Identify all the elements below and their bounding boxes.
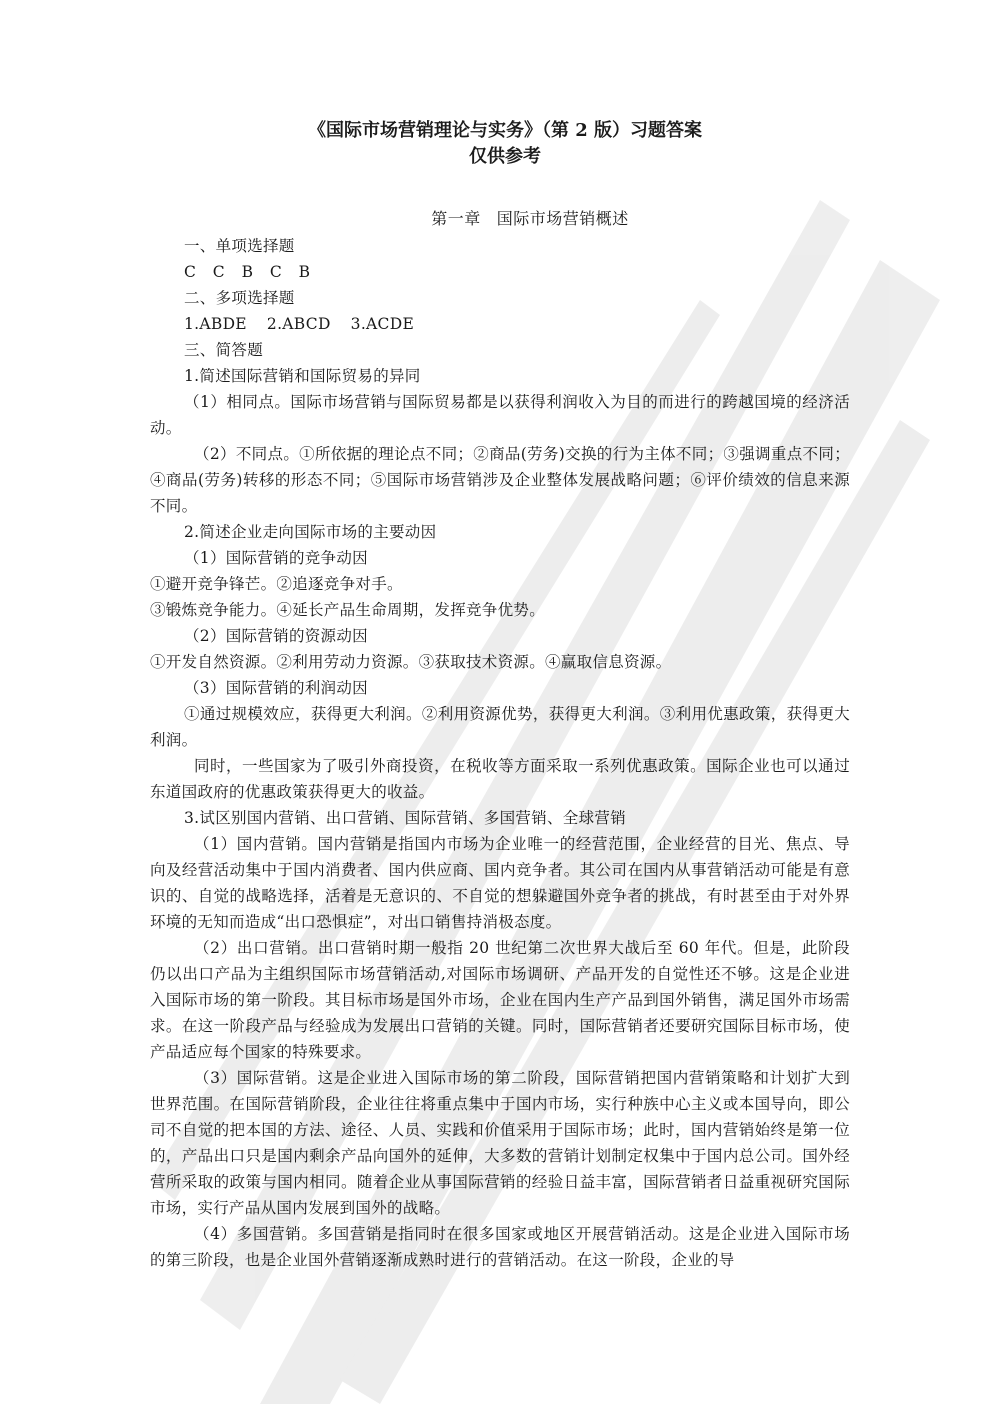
chapter-heading <box>210 206 850 229</box>
q2-paragraph: 同时，一些国家为了吸引外商投资，在税收等方面采取一系列优惠政策。国际企业也可以通过东道国政府的优惠政策获得更大的收益。 <box>150 757 850 801</box>
q3-paragraph: （1）国内营销。国内营销是指国内市场为企业唯一的经营范围，企业经营的目光、焦点、导向及经营活动集中于国内消费者、国内供应商、国内竞争者。其公司在国内从事营销活动可能是有意识的、自觉的战略选择，活着是无意识的、不自觉的想躲避国外竞争者的挑战，有时甚至由于对外界环境的无知而造成“出口恐惧症”，对出口销售持消极态度。 <box>150 835 850 931</box>
chapter-name: 国际市场营销概述 <box>496 209 629 228</box>
q2-heading: 2.简述企业走向国际市场的主要动因 <box>184 523 437 541</box>
multi-choice-heading: 二、多项选择题 <box>184 289 295 307</box>
q1-paragraph: （2）不同点。①所依据的理论点不同；②商品(劳务)交换的行为主体不同；③强调重点不同；④商品(劳务)转移的形态不同；⑤国际市场营销涉及企业整体发展战略问题；⑥评价绩效的信息来源不同。 <box>150 445 850 515</box>
q2-subheading: （3）国际营销的利润动因 <box>184 679 368 697</box>
q2-subheading: （1）国际营销的竞争动因 <box>184 549 368 567</box>
multi-choice-answer: 3.ACDE <box>350 315 415 333</box>
multi-choice-answers <box>150 311 850 337</box>
q2-line: ①开发自然资源。②利用劳动力资源。③获取技术资源。④赢取信息资源。 <box>150 653 672 671</box>
multi-choice-answer: 1.ABDE <box>184 315 247 333</box>
document-page <box>150 118 850 1273</box>
single-choice-answers: C C B C B <box>184 263 317 281</box>
q2-paragraph: ①通过规模效应，获得更大利润。②利用资源优势，获得更大利润。③利用优惠政策，获得更大利润。 <box>150 705 850 749</box>
q2-line: ③锻炼竞争能力。④延长产品生命周期，发挥竞争优势。 <box>150 601 546 619</box>
q3-paragraph: （4）多国营销。多国营销是指同时在很多国家或地区开展营销活动。这是企业进入国际市场的第三阶段，也是企业国外营销逐渐成熟时进行的营销活动。在这一阶段，企业的导 <box>150 1225 850 1269</box>
q3-paragraph: （2）出口营销。出口营销时期一般指 20 世纪第二次世界大战后至 60 年代。但是，此阶段仍以出口产品为主组织国际市场营销活动,对国际市场调研、产品开发的自觉性还不够。这是企业进入国际市场的第一阶段。其目标市场是国外市场，企业在国内生产产品到国外销售，满足国外市场需求。在这一阶段产品与经验成为发展出口营销的关键。同时，国际营销者还要研究国际目标市场，使产品适应每个国家的特殊要求。 <box>150 939 850 1061</box>
single-choice-heading: 一、单项选择题 <box>184 237 295 255</box>
q1-heading: 1.简述国际营销和国际贸易的异同 <box>184 367 421 385</box>
document-title: 《国际市场营销理论与实务》（第 2 版）习题答案 <box>307 120 703 141</box>
q1-paragraph: （1）相同点。国际市场营销与国际贸易都是以获得利润收入为目的而进行的跨越国境的经济活动。 <box>150 393 850 437</box>
chapter-label: 第一章 <box>431 209 481 228</box>
q2-line: ①避开竞争锋芒。②追逐竞争对手。 <box>150 575 403 593</box>
short-answer-heading: 三、简答题 <box>184 341 264 359</box>
multi-choice-answer: 2.ABCD <box>266 315 331 333</box>
q3-heading: 3.试区别国内营销、出口营销、国际营销、多国营销、全球营销 <box>184 809 626 827</box>
q2-subheading: （2）国际营销的资源动因 <box>184 627 368 645</box>
q3-paragraph: （3）国际营销。这是企业进入国际市场的第二阶段，国际营销把国内营销策略和计划扩大到世界范围。在国际营销阶段，企业往往将重点集中于国内市场，实行种族中心主义或本国导向，即公司不自觉的把本国的方法、途径、人员、实践和价值采用于国际市场；此时，国内营销始终是第一位的，产品出口只是国内剩余产品向国外的延伸，大多数的营销计划制定权集中于国内总公司。国外经营所采取的政策与国内相同。随着企业从事国际营销的经验日益丰富，国际营销者日益重视研究国际市场，实行产品从国内发展到国外的战略。 <box>150 1069 850 1217</box>
document-subtitle: 仅供参考 <box>469 146 541 167</box>
